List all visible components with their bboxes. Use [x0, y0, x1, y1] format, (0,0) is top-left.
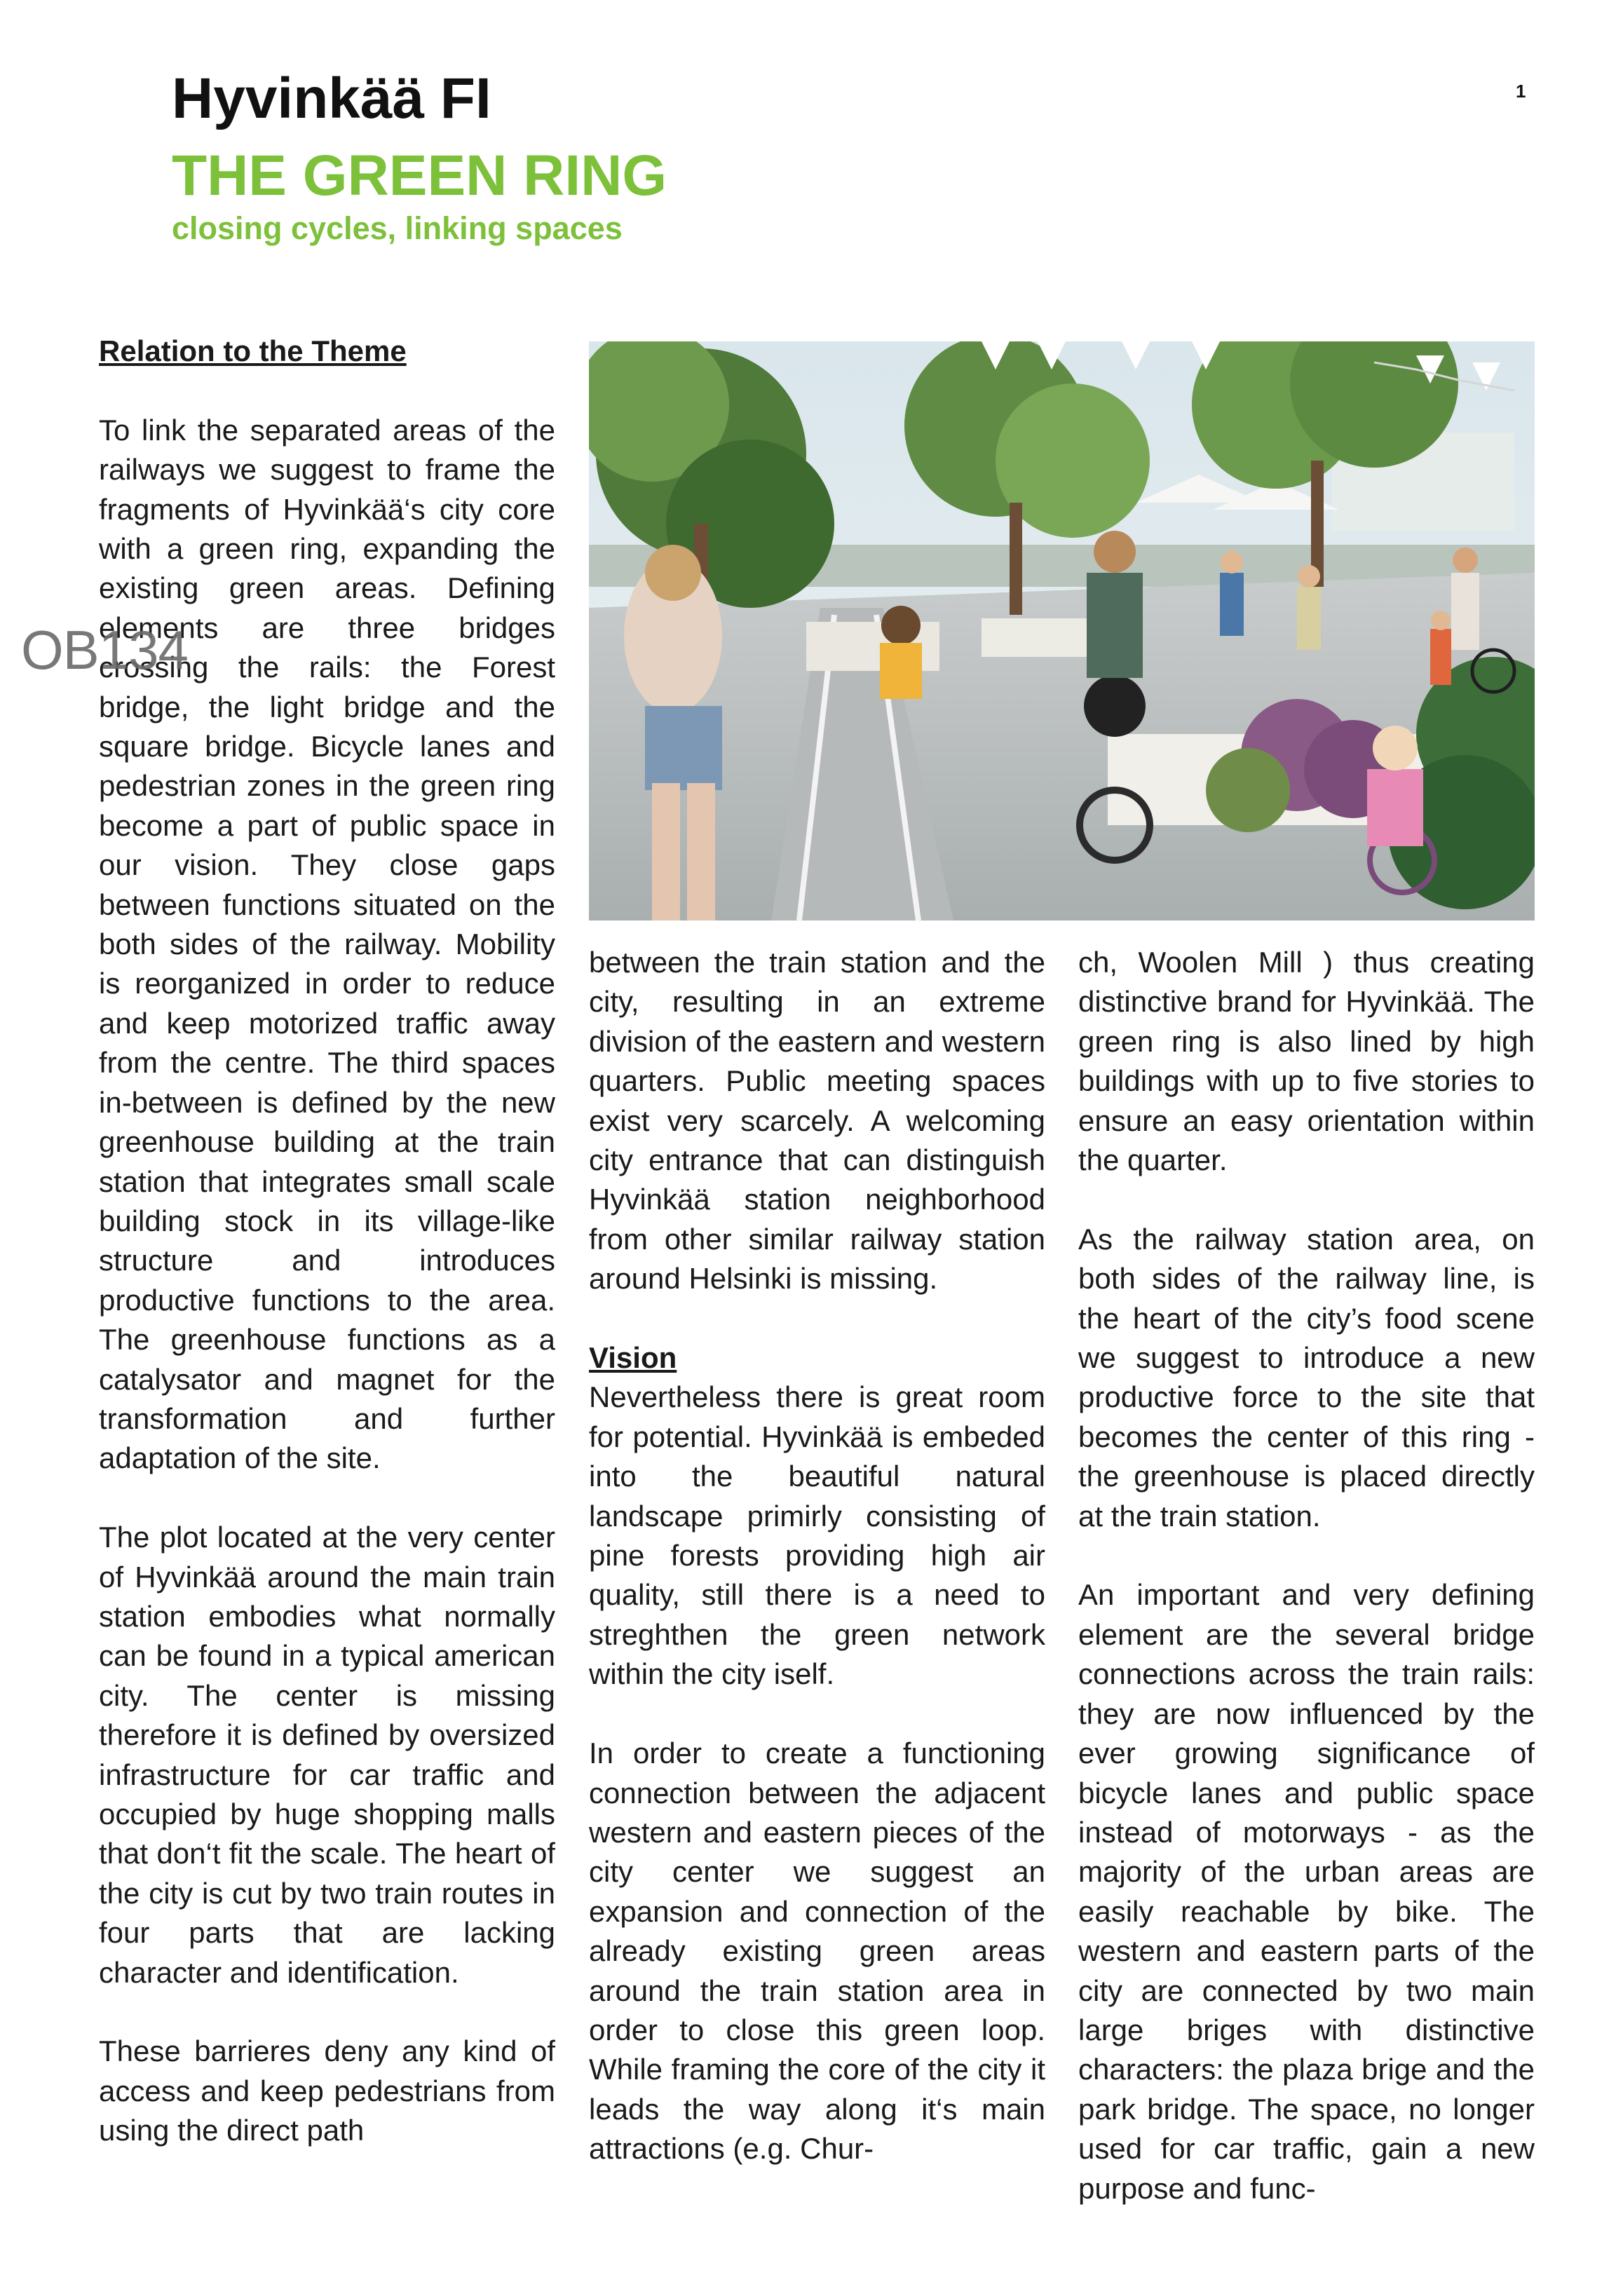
text-column-1	[99, 332, 555, 2217]
paragraph: An important and very defining element are the several bridge connections across the train rails: they are now influenced by the ever growing significance of bicycle lanes and public space instead of motorways - as the majority of the urban areas are easily reachable by bike. The western and eastern parts of the city are connected by two main large briges with distinctive characters: the plaza brige and the park bridge. The space, no longer used for car traffic, gain a new purpose and func-	[1078, 1578, 1535, 2205]
hero-illustration-graphic	[589, 341, 1535, 921]
section-heading-vision: Vision	[589, 1341, 677, 1375]
paragraph: To link the separated areas of the railways we suggest to frame the fragments of Hyvinkää‘s city core with a green ring, expanding the existing green areas. Defining elements are three bridges crossing the rails: the Forest bridge, the light bridge and the square bridge. Bicycle lanes and pedestrian zones in the green ring become a part of public space in our vision. They close gaps between functions situated on the both sides of the railway. Mobility is reorganized in order to reduce and keep motorized traffic away from the centre. The third spaces in-between is defined by the new greenhouse building at the train station that integrates small scale building stock in its village-like structure and introduces productive functions to the area. The greenhouse functions as a catalysator and magnet for the transformation and further adaptation of the site.	[99, 413, 555, 1475]
text-column-3	[1078, 943, 1535, 2217]
page-number: 1	[1516, 81, 1526, 102]
paragraph: These barrieres deny any kind of access and keep pedestrians from using the direct path	[99, 2035, 555, 2147]
section-heading-relation: Relation to the Theme	[99, 334, 407, 367]
paragraph: The plot located at the very center of Hyvinkää around the main train station embodies what normally can be found in a typical american city. The center is missing therefore it is defined by oversized infrastructure for car traffic and occupied by huge shopping malls that don‘t fit the scale. The heart of the city is cut by two train routes in four parts that are lacking character and identification.	[99, 1521, 555, 1989]
hero-illustration	[589, 341, 1535, 921]
project-title: THE GREEN RING	[172, 144, 667, 208]
paragraph: In order to create a functioning connection between the adjacent western and eastern pieces of the city center we suggest an expansion and connection of the already existing green areas around the train station area in order to close this green loop. While framing the core of the city it leads the way along it‘s main attractions (e.g. Chur-	[589, 1737, 1045, 2166]
project-tagline: closing cycles, linking spaces	[172, 210, 623, 246]
entry-code-watermark: OB134	[21, 619, 188, 681]
document-title: Hyvinkää FI	[172, 67, 491, 130]
paragraph: between the train station and the city, resulting in an extreme division of the eastern and western quarters. Public meeting spaces exist very scarcely. A welcoming city entrance that can distinguish Hyvinkää station neighborhood from other similar railway station around Helsinki is missing.	[589, 946, 1045, 1296]
paragraph: As the railway station area, on both sides of the railway line, is the heart of the city’s food scene we suggest to introduce a new productive force to the site that becomes the center of this ring - the greenhouse is placed directly at the train station.	[1078, 1222, 1535, 1533]
text-column-2	[589, 943, 1045, 2217]
paragraph: ch, Woolen Mill ) thus creating distinctive brand for Hyvinkää. The green ring is also lined by high buildings with up to five stories to ensure an easy orientation within the quarter.	[1078, 946, 1535, 1177]
paragraph: Nevertheless there is great room for potential. Hyvinkää is embeded into the beautiful natural landscape primirly consisting of pine forests providing high air quality, still there is a need to streghthen the green network within the city iself.	[589, 1380, 1045, 1691]
